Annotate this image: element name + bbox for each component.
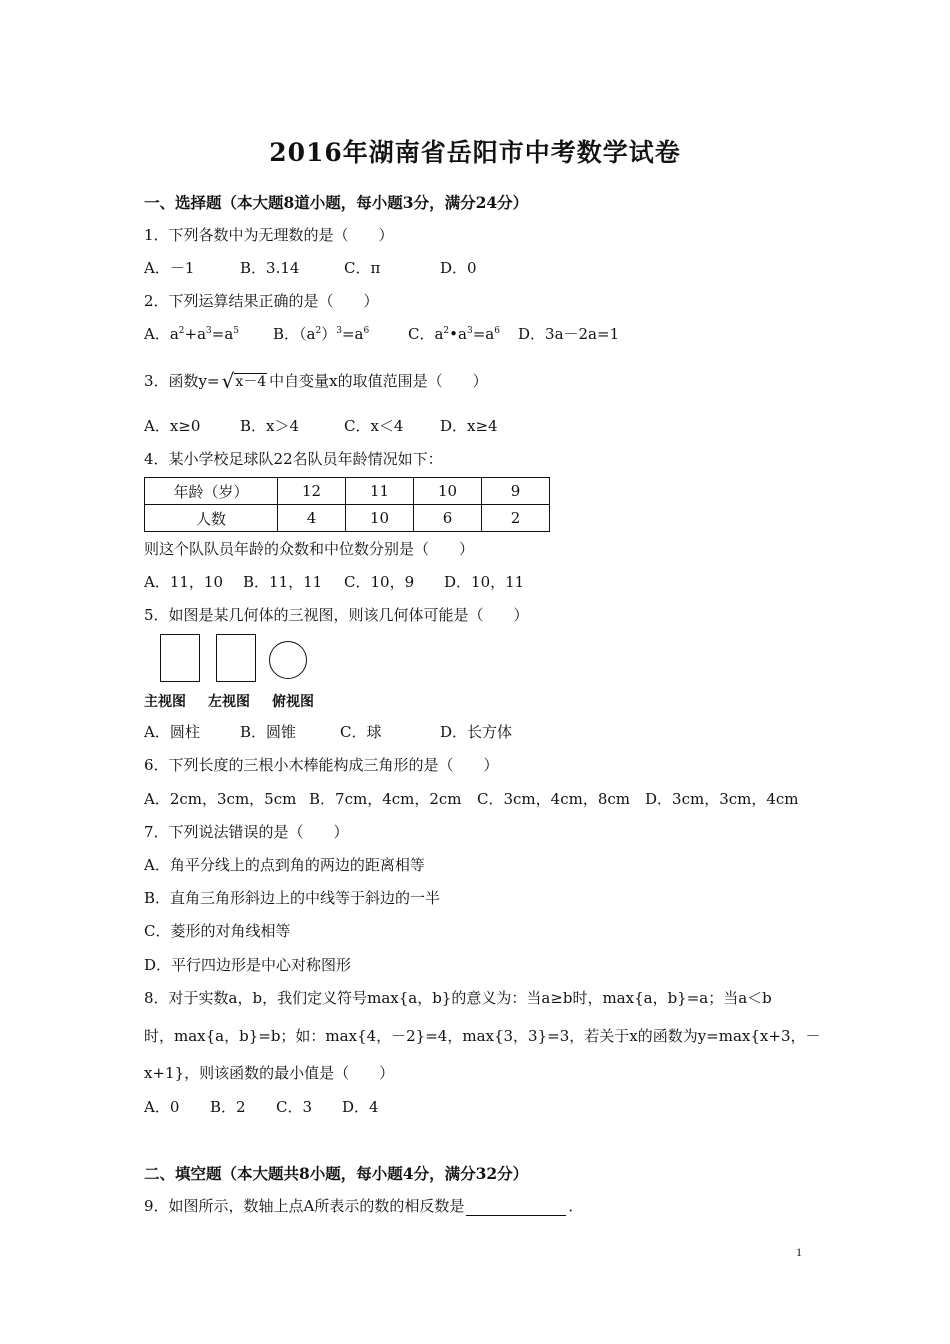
section-heading-fill: 二、填空题（本大题共8小题，每小题4分，满分32分） (144, 1164, 529, 1183)
q3-option-b: B．x＞4 (240, 417, 300, 435)
q4-option-b: B．11，11 (243, 573, 323, 591)
q2-option-d: D．3a－2a=1 (518, 325, 620, 343)
q7-option-a: A．角平分线上的点到角的两边的距离相等 (144, 856, 425, 874)
q4-option-a: A．11，10 (144, 573, 224, 591)
front-view-label: 主视图 (144, 694, 186, 710)
table-cell: 11 (346, 478, 414, 505)
q7-option-d: D．平行四边形是中心对称图形 (144, 956, 352, 974)
table-cell: 2 (482, 505, 550, 532)
q8-option-d: D．4 (342, 1098, 379, 1116)
table-header-age: 年龄（岁） (145, 478, 278, 505)
question-8-line-3: x+1}，则该函数的最小值是（ ） (144, 1064, 395, 1082)
question-8-line-2: 时，max{a，b}=b；如：max{4，－2}=4，max{3，3}=3，若关于x的函数为y=max{x+3，－ (144, 1027, 821, 1045)
section-heading-choice: 一、选择题（本大题8道小题，每小题3分，满分24分） (144, 193, 529, 212)
q2-option-a: A．$a^2+a^3=a^5$ (144, 325, 240, 343)
front-view-rectangle (160, 634, 200, 682)
question-2-stem: 2．下列运算结果正确的是（ ） (144, 292, 379, 310)
question-3-stem: 3．函数y= √x－4 中自变量x的取值范围是（ ） (144, 369, 488, 393)
table-cell: 4 (278, 505, 346, 532)
q4-option-d: D．10，11 (444, 573, 525, 591)
q3-option-c: C．x＜4 (344, 417, 404, 435)
q3-option-a: A．x≥0 (144, 417, 201, 435)
q2-option-b: B．$(a^2)^3=a^6$ (273, 325, 370, 343)
table-row (145, 505, 550, 532)
table-cell: 6 (414, 505, 482, 532)
table-cell: 12 (278, 478, 346, 505)
top-view-circle (269, 641, 307, 679)
q1-option-b: B．3.14 (240, 259, 300, 277)
q8-option-b: B．2 (210, 1098, 246, 1116)
side-view-label: 左视图 (208, 694, 250, 710)
q6-option-b: B．7cm，4cm，2cm (309, 790, 462, 808)
table-cell: 10 (414, 478, 482, 505)
square-root-expression: √x－4 (221, 369, 267, 393)
age-table (144, 477, 550, 532)
q7-option-b: B．直角三角形斜边上的中线等于斜边的一半 (144, 889, 441, 907)
q8-option-a: A．0 (144, 1098, 180, 1116)
question-4-stem: 4．某小学校足球队22名队员年龄情况如下： (144, 450, 443, 468)
q7-option-c: C．菱形的对角线相等 (144, 922, 291, 940)
question-4-question: 则这个队队员年龄的众数和中位数分别是（ ） (144, 540, 475, 558)
question-6-stem: 6．下列长度的三根小木棒能构成三角形的是（ ） (144, 756, 499, 774)
side-view-rectangle (216, 634, 256, 682)
q5-option-c: C．球 (340, 723, 382, 741)
top-view-label: 俯视图 (272, 694, 314, 710)
page-number: 1 (796, 1245, 802, 1259)
question-8-line-1: 8．对于实数a，b，我们定义符号max{a，b}的意义为：当a≥b时，max{a，b}=a；当a＜b (144, 989, 772, 1007)
q1-option-a: A．－1 (144, 259, 195, 277)
table-cell: 9 (482, 478, 550, 505)
table-cell: 10 (346, 505, 414, 532)
answer-blank[interactable] (466, 1201, 566, 1216)
q5-option-a: A．圆柱 (144, 723, 200, 741)
question-1-stem: 1．下列各数中为无理数的是（ ） (144, 226, 394, 244)
table-row (145, 478, 550, 505)
q1-option-d: D．0 (440, 259, 477, 277)
table-header-count: 人数 (145, 505, 278, 532)
q4-option-c: C．10，9 (344, 573, 415, 591)
question-7-stem: 7．下列说法错误的是（ ） (144, 823, 349, 841)
q6-option-d: D．3cm，3cm，4cm (645, 790, 799, 808)
q1-option-c: C．π (344, 259, 381, 277)
question-5-stem: 5．如图是某几何体的三视图，则该几何体可能是（ ） (144, 606, 529, 624)
q5-option-b: B．圆锥 (240, 723, 297, 741)
q8-option-c: C．3 (276, 1098, 313, 1116)
q5-option-d: D．长方体 (440, 723, 513, 741)
question-9-stem: 9．如图所示，数轴上点A所表示的数的相反数是 ． (144, 1197, 584, 1215)
page-title: 2016年湖南省岳阳市中考数学试卷 (269, 138, 681, 167)
q6-option-a: A．2cm，3cm，5cm (144, 790, 297, 808)
q2-option-c: C．$a^2•a^3=a^6$ (408, 325, 500, 343)
q3-option-d: D．x≥4 (440, 417, 498, 435)
q6-option-c: C．3cm，4cm，8cm (477, 790, 630, 808)
